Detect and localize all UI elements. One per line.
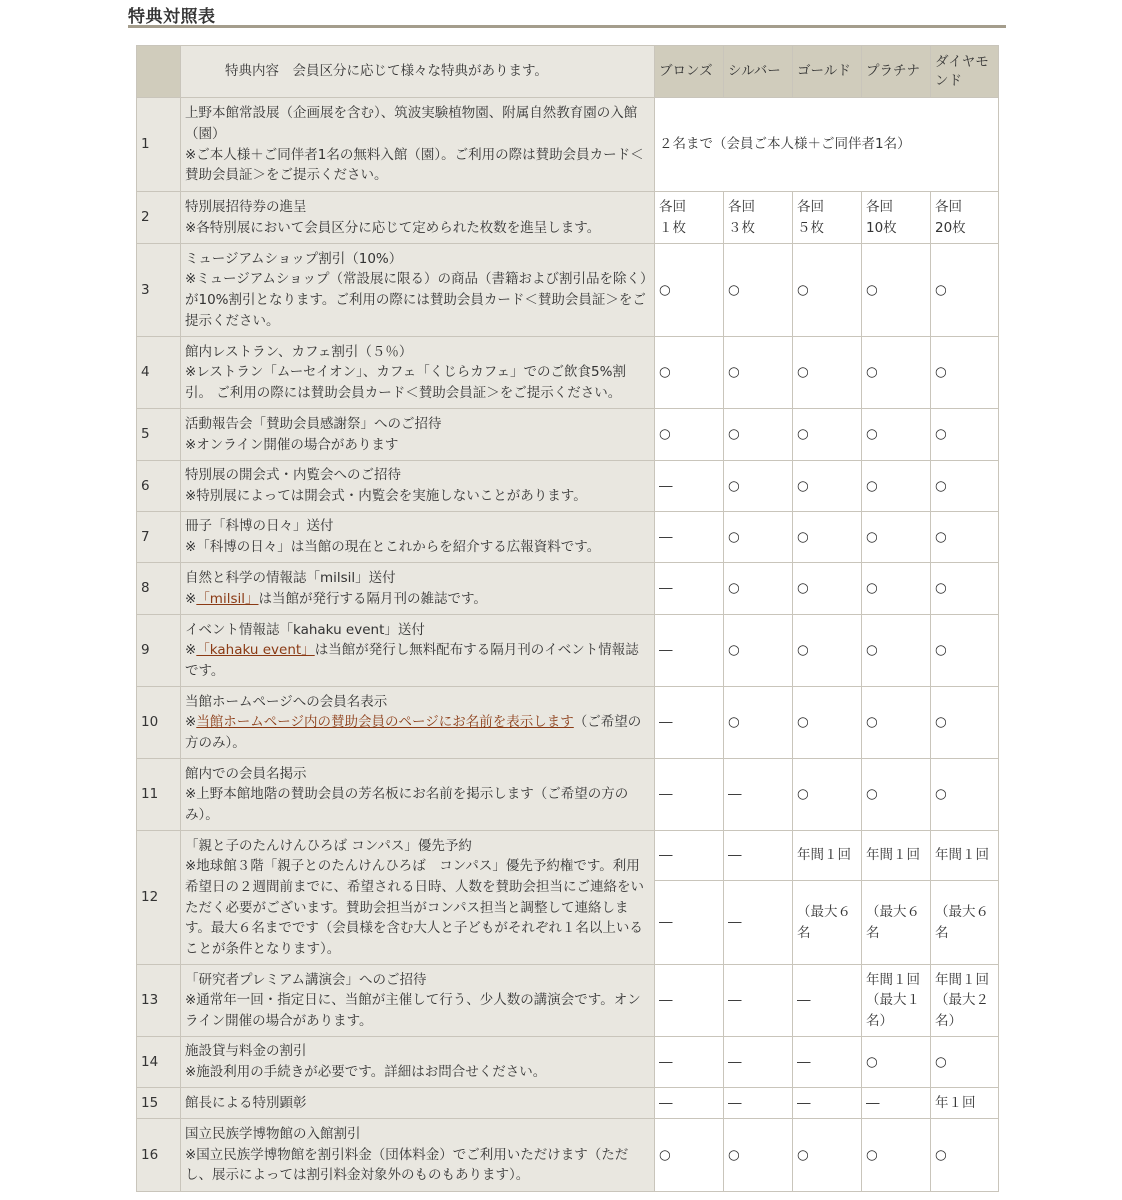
header-row bbox=[137, 46, 999, 98]
benefit-value-bronze: 各回 １枚 bbox=[655, 192, 724, 244]
benefit-value-platinum: ○ bbox=[862, 337, 931, 409]
benefit-value-silver: ― bbox=[724, 759, 793, 831]
benefit-value-silver: ○ bbox=[724, 687, 793, 759]
benefit-description bbox=[181, 244, 655, 337]
benefit-row bbox=[137, 563, 999, 615]
header-tier-gold: ゴールド bbox=[793, 46, 862, 98]
benefit-description bbox=[181, 563, 655, 615]
benefit-value-platinum: 年間１回 bbox=[862, 831, 931, 881]
benefit-row bbox=[137, 1088, 999, 1119]
benefit-value-diamond: （最大６ 名 bbox=[931, 881, 999, 965]
benefit-description bbox=[181, 615, 655, 687]
benefit-description bbox=[181, 512, 655, 563]
benefit-value-silver: ― bbox=[724, 1088, 793, 1119]
benefit-title: 当館ホームページへの会員名表示 bbox=[185, 693, 388, 710]
row-number: 12 bbox=[137, 831, 181, 965]
benefit-value-diamond: ○ bbox=[931, 337, 999, 409]
benefit-value-gold: 各回 ５枚 bbox=[793, 192, 862, 244]
benefit-value-diamond: ○ bbox=[931, 687, 999, 759]
benefit-row bbox=[137, 831, 999, 881]
benefit-value-platinum: ○ bbox=[862, 615, 931, 687]
row-number: 9 bbox=[137, 615, 181, 687]
benefit-title: 「親と子のたんけんひろば コンパス」優先予約 bbox=[185, 837, 472, 854]
page-title: 特典対照表 bbox=[128, 7, 216, 27]
benefit-value-all-tiers: ２名まで（会員ご本人様＋ご同伴者1名） bbox=[655, 98, 999, 192]
benefit-value-diamond: 各回 20枚 bbox=[931, 192, 999, 244]
benefit-description bbox=[181, 759, 655, 831]
benefit-value-silver: ○ bbox=[724, 461, 793, 512]
benefit-value-gold: ○ bbox=[793, 409, 862, 461]
row-number: 8 bbox=[137, 563, 181, 615]
benefit-value-gold: ― bbox=[793, 1088, 862, 1119]
benefit-value-diamond: ○ bbox=[931, 461, 999, 512]
benefit-value-platinum: ― bbox=[862, 1088, 931, 1119]
benefit-value-bronze: ― bbox=[655, 1088, 724, 1119]
benefit-row bbox=[137, 965, 999, 1037]
benefit-value-bronze: ― bbox=[655, 461, 724, 512]
benefit-title: 冊子「科博の日々」送付 bbox=[185, 518, 334, 535]
benefit-title: 特別展招待券の進呈 bbox=[185, 198, 307, 215]
benefit-row bbox=[137, 1119, 999, 1192]
benefit-description bbox=[181, 409, 655, 461]
benefit-note: ※特別展によっては開会式・内覧会を実施しないことがあります。 bbox=[185, 488, 587, 504]
row-number: 5 bbox=[137, 409, 181, 461]
note-prefix: ※ bbox=[185, 590, 197, 607]
note-suffix: は当館が発行し無料配布する隔月刊のイベント情報誌です。 bbox=[185, 642, 639, 679]
benefit-value-bronze: ○ bbox=[655, 409, 724, 461]
benefit-note bbox=[185, 712, 650, 753]
benefit-value-silver: ― bbox=[724, 1037, 793, 1088]
benefit-value-gold: ○ bbox=[793, 244, 862, 337]
benefit-note: ※地球館３階「親子とのたんけんひろば コンパス」優先予約権です。利用希望日の２週間前までに、希望される日時、人数を賛助会担当にご連絡をいただく必要がございます。賛助会担当がコンパス担当と調整して連絡します。最大６名までです（会員様を含む大人と子どもがそれぞれ１名以上いることが条件となります）。 bbox=[185, 858, 644, 957]
benefit-row bbox=[137, 687, 999, 759]
row-number: 11 bbox=[137, 759, 181, 831]
benefit-value-diamond: 年間１回 （最大２ 名） bbox=[931, 965, 999, 1037]
note-prefix: ※ bbox=[185, 642, 197, 659]
benefit-row bbox=[137, 244, 999, 337]
benefit-value-bronze: ― bbox=[655, 512, 724, 563]
benefit-value-bronze: ― bbox=[655, 1037, 724, 1088]
benefit-value-bronze: ○ bbox=[655, 244, 724, 337]
header-tier-silver: シルバー bbox=[724, 46, 793, 98]
note-link[interactable]: 「milsil」 bbox=[196, 590, 259, 607]
benefit-value-silver: 各回 ３枚 bbox=[724, 192, 793, 244]
benefit-value-silver: ○ bbox=[724, 409, 793, 461]
benefit-value-bronze: ― bbox=[655, 831, 724, 881]
benefit-value-bronze: ― bbox=[655, 965, 724, 1037]
benefit-description bbox=[181, 98, 655, 192]
benefit-title: 特別展の開会式・内覧会へのご招待 bbox=[185, 467, 401, 484]
benefit-value-gold: ○ bbox=[793, 687, 862, 759]
header-tier-diamond: ダイヤモ ンド bbox=[931, 46, 999, 98]
benefit-title: 国立民族学博物館の入館割引 bbox=[185, 1126, 361, 1143]
benefit-note: ※ご本人様＋ご同伴者1名の無料入館（園）。ご利用の際は賛助会員カード＜賛助会員証＞をご提示ください。 bbox=[185, 146, 644, 184]
benefit-value-gold: ○ bbox=[793, 759, 862, 831]
benefit-value-diamond: ○ bbox=[931, 244, 999, 337]
benefit-row bbox=[137, 615, 999, 687]
note-suffix: （ご希望の方のみ）。 bbox=[185, 714, 642, 751]
benefit-title: 館長による特別顕彰 bbox=[185, 1094, 307, 1111]
benefit-title: 館内での会員名掲示 bbox=[185, 765, 307, 782]
benefit-value-diamond: ○ bbox=[931, 409, 999, 461]
benefit-value-platinum: ○ bbox=[862, 563, 931, 615]
benefit-title: イベント情報誌「kahaku event」送付 bbox=[185, 621, 425, 638]
benefit-title: ミュージアムショップ割引（10%） bbox=[185, 250, 403, 267]
benefit-value-silver: ○ bbox=[724, 1119, 793, 1192]
benefit-value-diamond: 年間１回 bbox=[931, 831, 999, 881]
header-tier-platinum: プラチナ bbox=[862, 46, 931, 98]
row-number: 4 bbox=[137, 337, 181, 409]
note-suffix: は当館が発行する隔月刊の雑誌です。 bbox=[258, 590, 487, 607]
benefit-title: 自然と科学の情報誌「milsil」送付 bbox=[185, 569, 396, 586]
benefit-description bbox=[181, 831, 655, 965]
row-number: 14 bbox=[137, 1037, 181, 1088]
benefit-value-gold: ○ bbox=[793, 461, 862, 512]
benefit-value-platinum: 各回 10枚 bbox=[862, 192, 931, 244]
benefit-value-platinum: （最大６ 名 bbox=[862, 881, 931, 965]
benefit-value-platinum: 年間１回 （最大１ 名） bbox=[862, 965, 931, 1037]
benefit-value-platinum: ○ bbox=[862, 1119, 931, 1192]
benefit-value-platinum: ○ bbox=[862, 687, 931, 759]
benefit-title: 館内レストラン、カフェ割引（５％） bbox=[185, 343, 413, 360]
benefit-value-silver: ○ bbox=[724, 337, 793, 409]
benefit-value-bronze: ― bbox=[655, 563, 724, 615]
benefit-row bbox=[137, 461, 999, 512]
benefit-description bbox=[181, 965, 655, 1037]
benefit-value-gold: （最大６ 名 bbox=[793, 881, 862, 965]
benefit-value-silver: ― bbox=[724, 881, 793, 965]
benefit-note: ※レストラン「ムーセイオン」、カフェ「くじらカフェ」でのご飲食5%割引。 ご利用の際には賛助会員カード＜賛助会員証＞をご提示ください。 bbox=[185, 364, 626, 401]
benefit-title: 施設貸与料金の割引 bbox=[185, 1043, 307, 1060]
benefit-row bbox=[137, 409, 999, 461]
row-number: 6 bbox=[137, 461, 181, 512]
benefit-value-bronze: ○ bbox=[655, 1119, 724, 1192]
benefit-value-gold: ○ bbox=[793, 337, 862, 409]
benefit-value-platinum: ○ bbox=[862, 461, 931, 512]
note-link[interactable]: 「kahaku event」 bbox=[196, 642, 315, 659]
benefit-value-bronze: ― bbox=[655, 881, 724, 965]
header-content-cell: 特典内容 会員区分に応じて様々な特典があります。 bbox=[181, 46, 655, 98]
benefit-value-gold: 年間１回 bbox=[793, 831, 862, 881]
header-tier-bronze: ブロンズ bbox=[655, 46, 724, 98]
benefit-note: ※オンライン開催の場合があります bbox=[185, 436, 399, 453]
row-number: 1 bbox=[137, 98, 181, 192]
benefit-value-silver: ○ bbox=[724, 615, 793, 687]
benefit-value-silver: ○ bbox=[724, 244, 793, 337]
benefit-value-silver: ― bbox=[724, 965, 793, 1037]
benefit-value-gold: ○ bbox=[793, 615, 862, 687]
benefit-note bbox=[185, 640, 650, 681]
benefit-row bbox=[137, 759, 999, 831]
benefit-value-diamond: ○ bbox=[931, 563, 999, 615]
benefit-row bbox=[137, 1037, 999, 1088]
benefit-note: ※各特別展において会員区分に応じて定められた枚数を進呈します。 bbox=[185, 219, 601, 236]
benefit-description bbox=[181, 192, 655, 244]
benefit-description bbox=[181, 1037, 655, 1088]
benefit-value-bronze: ○ bbox=[655, 337, 724, 409]
benefit-title: 活動報告会「賛助会員感謝祭」へのご招待 bbox=[185, 415, 442, 432]
benefit-value-diamond: ○ bbox=[931, 1119, 999, 1192]
benefit-title: 上野本館常設展（企画展を含む）、筑波実験植物園、附属自然教育園の入館（園） bbox=[185, 105, 638, 142]
header-num-cell bbox=[137, 46, 181, 98]
row-number: 2 bbox=[137, 192, 181, 244]
benefit-value-diamond: ○ bbox=[931, 759, 999, 831]
row-number: 16 bbox=[137, 1119, 181, 1192]
benefit-description bbox=[181, 1119, 655, 1192]
benefit-value-silver: ― bbox=[724, 831, 793, 881]
row-number: 15 bbox=[137, 1088, 181, 1119]
benefit-title: 「研究者プレミアム講演会」へのご招待 bbox=[185, 971, 427, 988]
benefit-value-silver: ○ bbox=[724, 563, 793, 615]
benefit-description bbox=[181, 687, 655, 759]
benefit-value-platinum: ○ bbox=[862, 1037, 931, 1088]
benefit-value-gold: ○ bbox=[793, 1119, 862, 1192]
benefit-description bbox=[181, 461, 655, 512]
benefit-value-gold: ― bbox=[793, 1037, 862, 1088]
benefit-value-diamond: ○ bbox=[931, 615, 999, 687]
row-number: 10 bbox=[137, 687, 181, 759]
row-number: 13 bbox=[137, 965, 181, 1037]
row-number: 7 bbox=[137, 512, 181, 563]
benefit-row bbox=[137, 192, 999, 244]
benefit-value-bronze: ― bbox=[655, 615, 724, 687]
benefit-description bbox=[181, 337, 655, 409]
benefit-note: ※ミュージアムショップ（常設展に限る）の商品（書籍および割引品を除く）が10%割引となります。ご利用の際には賛助会員カード＜賛助会員証＞をご提示ください。 bbox=[185, 271, 647, 329]
benefit-row bbox=[137, 512, 999, 563]
benefit-note: ※施設利用の手続きが必要です。詳細はお問合せください。 bbox=[185, 1064, 547, 1080]
benefit-note: ※「科博の日々」は当館の現在とこれからを紹介する広報資料です。 bbox=[185, 539, 601, 555]
benefit-row bbox=[137, 98, 999, 192]
note-prefix: ※ bbox=[185, 714, 197, 731]
benefit-value-gold: ○ bbox=[793, 512, 862, 563]
note-link[interactable]: 当館ホームページ内の賛助会員のページにお名前を表示します bbox=[196, 714, 574, 731]
benefit-note bbox=[185, 589, 650, 610]
benefit-row bbox=[137, 337, 999, 409]
benefit-value-silver: ○ bbox=[724, 512, 793, 563]
benefit-value-platinum: ○ bbox=[862, 244, 931, 337]
benefits-comparison-table bbox=[136, 45, 999, 1192]
benefit-description bbox=[181, 1088, 655, 1119]
benefit-value-platinum: ○ bbox=[862, 409, 931, 461]
benefit-value-diamond: ○ bbox=[931, 512, 999, 563]
benefit-value-platinum: ○ bbox=[862, 759, 931, 831]
benefit-note: ※通常年一回・指定日に、当館が主催して行う、少人数の講演会です。オンライン開催の場合があります。 bbox=[185, 992, 641, 1029]
benefit-value-gold: ○ bbox=[793, 563, 862, 615]
benefit-value-bronze: ― bbox=[655, 687, 724, 759]
benefit-value-diamond: 年１回 bbox=[931, 1088, 999, 1119]
benefit-note: ※上野本館地階の賛助会員の芳名板にお名前を掲示します（ご希望の方のみ）。 bbox=[185, 786, 629, 823]
row-number: 3 bbox=[137, 244, 181, 337]
title-divider bbox=[128, 25, 1006, 28]
benefit-note: ※国立民族学博物館を割引料金（団体料金）でご利用いただけます（ただし、展示によっては割引料金対象外のものもあります）。 bbox=[185, 1146, 629, 1184]
benefit-value-gold: ― bbox=[793, 965, 862, 1037]
benefit-value-platinum: ○ bbox=[862, 512, 931, 563]
benefit-value-diamond: ○ bbox=[931, 1037, 999, 1088]
benefit-value-bronze: ― bbox=[655, 759, 724, 831]
